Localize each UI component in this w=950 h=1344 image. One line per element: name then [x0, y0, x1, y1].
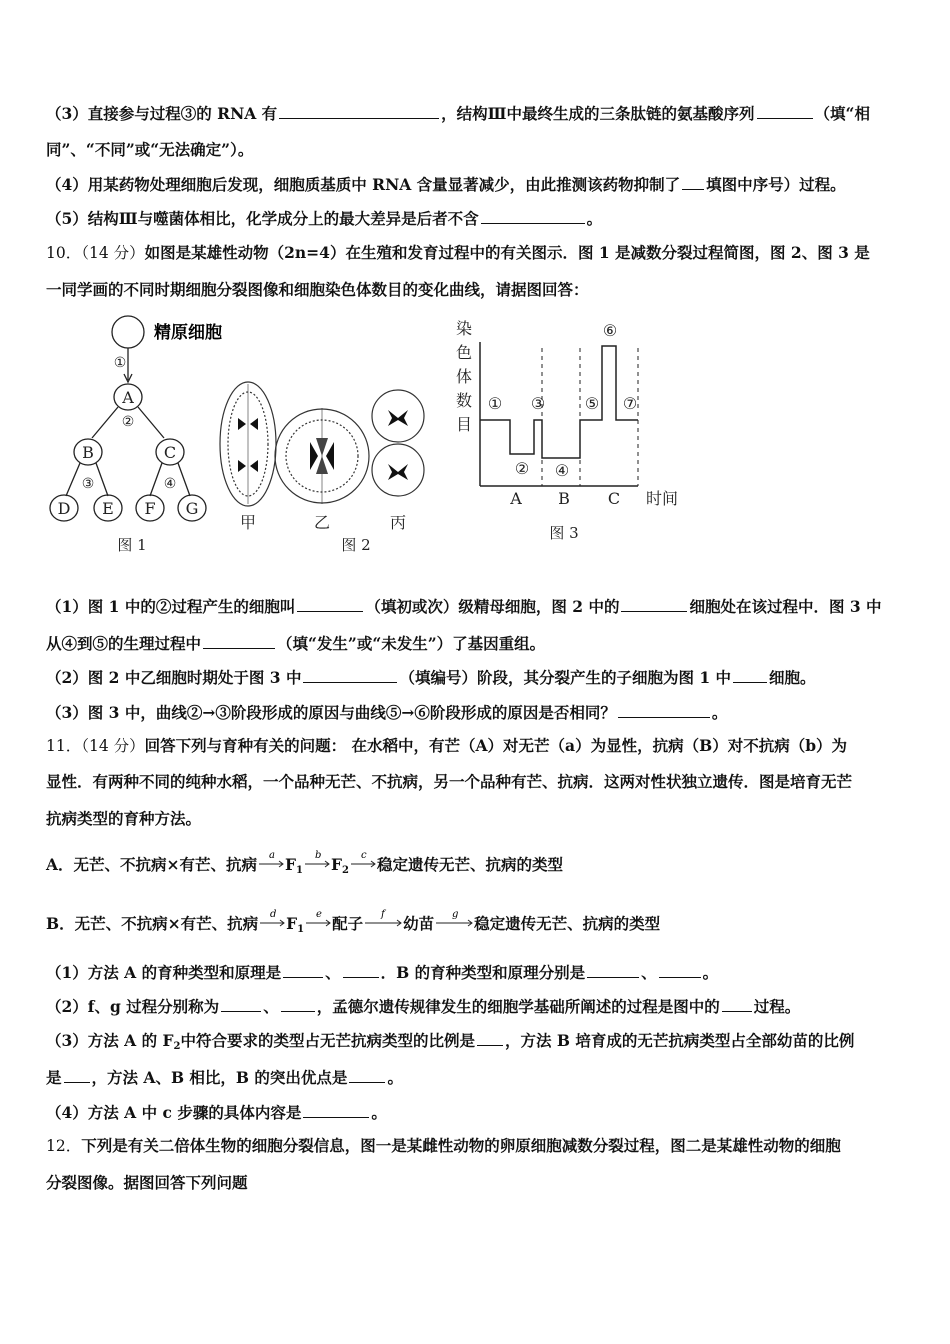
svg-text:d: d [270, 909, 277, 920]
svg-text:c: c [360, 850, 367, 861]
svg-text:a: a [269, 850, 275, 861]
fig1-step: ④ [163, 476, 177, 492]
svg-text:e: e [316, 909, 322, 920]
fig3-tick: B [558, 489, 570, 508]
q9-part5: （5）结构Ⅲ与噬菌体相比，化学成分上的最大差异是后者不含 。 [46, 209, 603, 228]
q11-stem-line3: 抗病类型的育种方法。 [46, 809, 202, 828]
answer-blank[interactable] [757, 103, 813, 119]
answer-blank[interactable] [722, 996, 752, 1012]
fig1-node: A [122, 388, 134, 407]
answer-blank[interactable] [283, 962, 323, 978]
q11-part3-line1: （3）方法 A 的 $F_2$中符合要求的类型占无芒抗病类型的比例是 ，方法 B 培育成的无芒抗病类型占全部幼苗的比例 [46, 1031, 855, 1052]
q11-part3-line2: 是 ，方法 A、B 相比，B 的突出优点是 。 [46, 1068, 403, 1087]
process-arrow [434, 909, 474, 935]
fig3-ylabel-char: 体 [455, 367, 473, 386]
fig3-stage: ⑦ [622, 394, 638, 413]
q11-part1: （1）方法 A 的育种类型和原理是 、 ．B 的育种类型和原理分别是 、 。 [46, 963, 719, 982]
answer-blank[interactable] [303, 667, 397, 683]
answer-blank[interactable] [203, 633, 275, 649]
fig3-ylabel-char: 目 [455, 415, 473, 434]
figure-2-cell-images [216, 372, 436, 558]
answer-blank[interactable] [343, 962, 379, 978]
q10-part2: （2）图 2 中乙细胞时期处于图 3 中 （填编号）阶段，其分裂产生的子细胞为图 1 中 细胞。 [46, 668, 816, 687]
fig2-label: 丙 [389, 513, 407, 532]
q11-method-a: A．无芒、不抗病×有芒、抗病 a $F_1$ b $F_2$ c 稳定遗传无芒、抗病的类型 [46, 850, 563, 876]
q10-part1-line2: 从④到⑤的生理过程中 （填“发生”或“未发生”）了基因重组。 [46, 634, 546, 653]
fig1-step: ② [121, 414, 135, 430]
answer-blank[interactable] [297, 596, 363, 612]
svg-text:b: b [315, 850, 322, 861]
answer-blank[interactable] [733, 667, 767, 683]
q11-stem-line2: 显性．有两种不同的纯种水稻，一个品种无芒、不抗病，另一个品种有芒、抗病．这两对性状独立遗传．图是培育无芒 [46, 772, 853, 791]
fig3-stage: ④ [554, 461, 570, 480]
q9-part4: （4）用某药物处理细胞后发现，细胞质基质中 RNA 含量显著减少，由此推测该药物抑制了 填图中序号）过程。 [46, 175, 846, 194]
q12-stem-line1: 12．下列是有关二倍体生物的细胞分裂信息，图一是某雌性动物的卵原细胞减数分裂过程，图二是某雄性动物的细胞 [46, 1136, 841, 1155]
process-arrow [258, 909, 286, 935]
fig1-node: B [82, 443, 94, 462]
fig3-ylabel-char: 数 [455, 391, 473, 410]
q12-stem-line2: 分裂图像。据图回答下列问题 [46, 1173, 248, 1192]
q10-stem-line1: 10．（14 分）如图是某雄性动物（2n=4）在生殖和发育过程中的有关图示．图 1 是减数分裂过程简图，图 2、图 3 是 [46, 243, 870, 262]
q11-part4: （4）方法 A 中 c 步骤的具体内容是 。 [46, 1103, 387, 1122]
q9-part3-line2: 同”、“不同”或“无法确定”）。 [46, 140, 254, 159]
fig1-node: G [185, 499, 199, 518]
question-number: 10．（14 分） [46, 244, 145, 262]
fig1-node: D [57, 499, 71, 518]
fig3-caption: 图 3 [549, 524, 579, 542]
fig1-caption: 图 1 [117, 536, 147, 554]
figure-3-chromosome-curve [452, 314, 690, 550]
question-number: 11．（14 分） [46, 737, 145, 755]
figure-1-meiosis-tree [44, 312, 224, 558]
fig1-node: C [163, 443, 177, 462]
process-arrow [304, 909, 332, 935]
fig1-node: E [102, 499, 114, 518]
answer-blank[interactable] [349, 1067, 385, 1083]
process-arrow [257, 850, 285, 876]
fig3-ylabel-char: 色 [455, 343, 473, 362]
q11-stem-line1: 11．（14 分）回答下列与育种有关的问题： 在水稻中，有芒（A）对无芒（a）为显性，抗病（B）对不抗病（b）为 [46, 736, 848, 755]
answer-blank[interactable] [477, 1030, 503, 1046]
svg-text:g: g [452, 909, 459, 920]
fig3-tick: C [607, 489, 621, 508]
q10-part3: （3）图 3 中，曲线②→③阶段形成的原因与曲线⑤→⑥阶段形成的原因是否相同？ 。 [46, 703, 728, 722]
question-number: 12． [46, 1137, 82, 1155]
answer-blank[interactable] [587, 962, 639, 978]
q11-part2: （2）f、g 过程分别称为 、 ，孟德尔遗传规律发生的细胞学基础所阐述的过程是图中的 过程。 [46, 997, 801, 1016]
fig1-step: ① [113, 355, 127, 371]
answer-blank[interactable] [621, 596, 687, 612]
process-arrow [303, 850, 331, 876]
q11-method-b: B．无芒、不抗病×有芒、抗病 d $F_1$ e 配子 f 幼苗 g 稳定遗传无芒、抗病的类型 [46, 909, 661, 935]
process-arrow [349, 850, 377, 876]
fig3-tick: A [510, 489, 522, 508]
fig1-title: 精原细胞 [154, 323, 222, 343]
answer-blank[interactable] [659, 962, 701, 978]
answer-blank[interactable] [64, 1067, 90, 1083]
fig3-stage: ③ [530, 394, 546, 413]
answer-blank[interactable] [682, 174, 704, 190]
answer-blank[interactable] [618, 702, 710, 718]
answer-blank[interactable] [481, 208, 585, 224]
fig1-step: ③ [81, 476, 95, 492]
answer-blank[interactable] [303, 1102, 369, 1118]
fig3-stage: ② [514, 459, 530, 478]
q9-part3-line1: （3）直接参与过程③的 RNA 有 ，结构Ⅲ中最终生成的三条肽链的氨基酸序列 （填“相 [46, 104, 870, 123]
fig3-stage: ① [487, 394, 503, 413]
fig3-stage: ⑥ [602, 321, 618, 340]
answer-blank[interactable] [221, 996, 261, 1012]
fig2-label: 乙 [313, 513, 331, 532]
fig2-label: 甲 [239, 513, 257, 532]
fig1-node: F [144, 499, 156, 518]
fig3-stage: ⑤ [584, 394, 600, 413]
fig2-caption: 图 2 [341, 536, 371, 554]
svg-text:f: f [381, 909, 385, 920]
answer-blank[interactable] [279, 103, 439, 119]
fig3-xlabel: 时间 [645, 489, 679, 508]
fig3-ylabel-char: 染 [455, 319, 473, 338]
q10-stem-line2: 一同学画的不同时期细胞分裂图像和细胞染色体数目的变化曲线，请据图回答： [46, 280, 589, 299]
process-arrow [363, 909, 403, 935]
answer-blank[interactable] [281, 996, 315, 1012]
q10-part1-line1: （1）图 1 中的②过程产生的细胞叫 （填初或次）级精母细胞，图 2 中的 细胞处在该过程中．图 3 中 [46, 597, 882, 616]
